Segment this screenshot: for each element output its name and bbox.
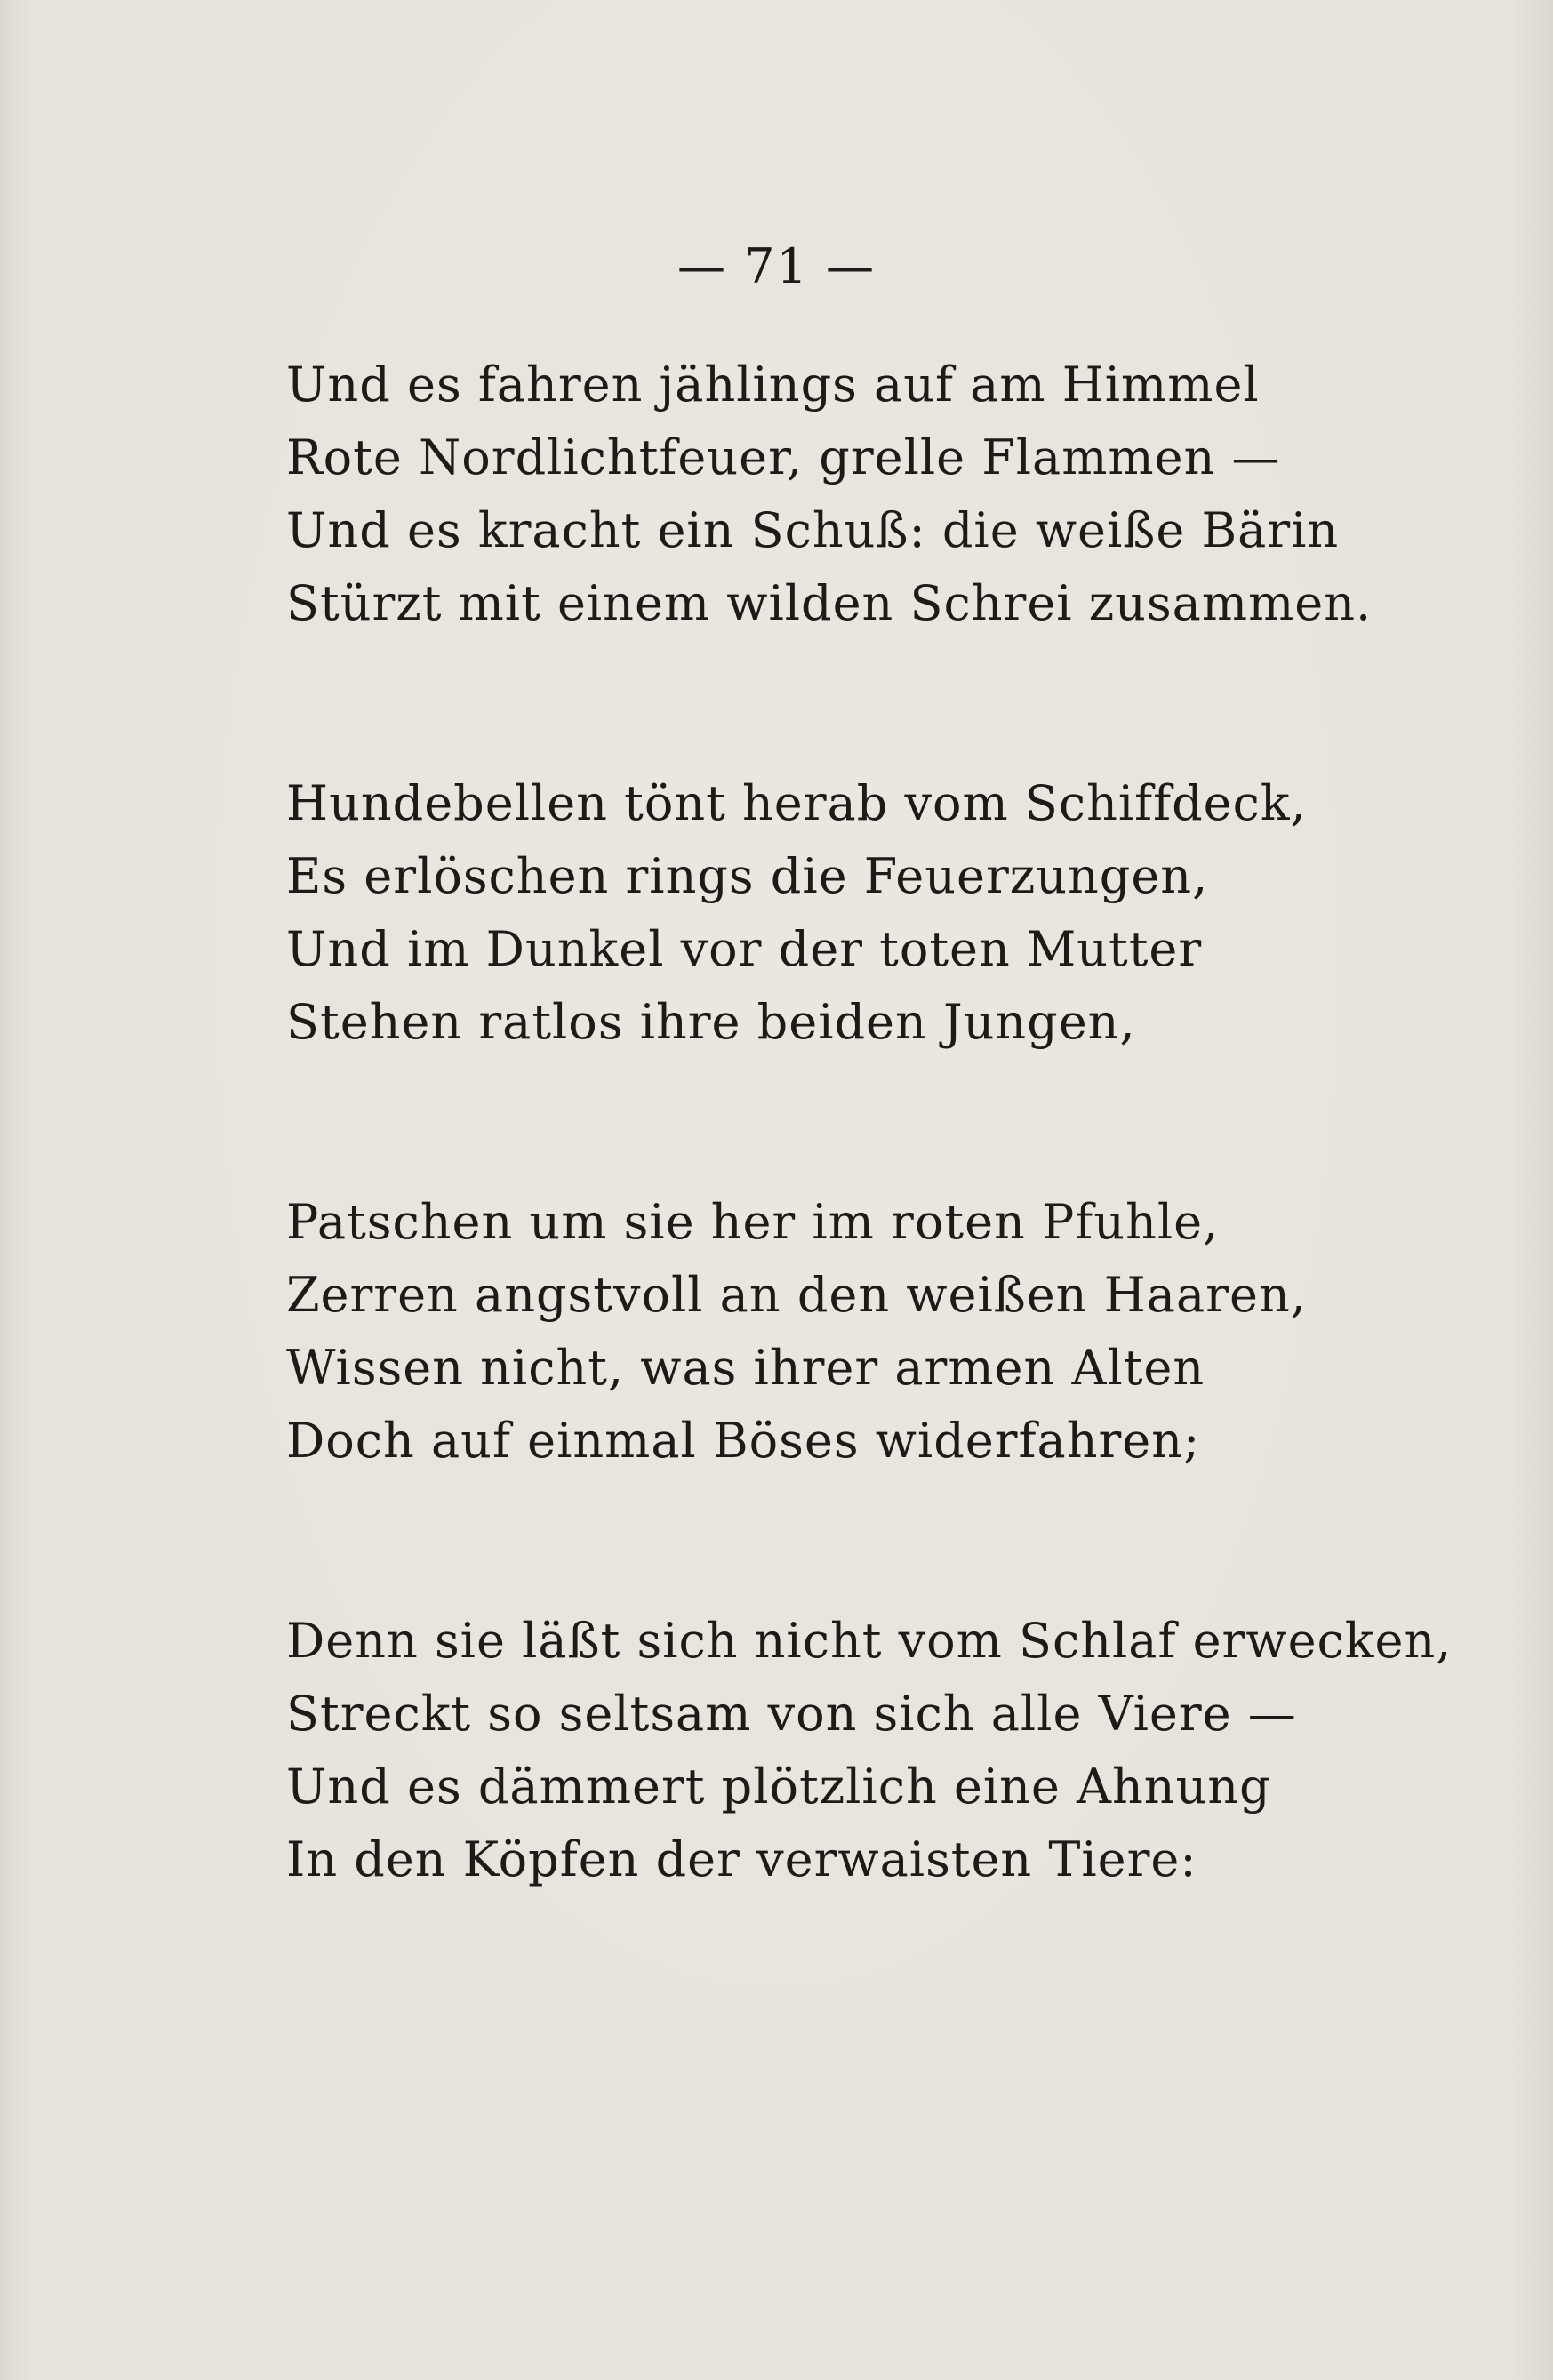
poem-line: Und es fahren jählings auf am Himmel xyxy=(286,357,1260,413)
page-number: — 71 — xyxy=(676,238,877,294)
poem-line: In den Köpfen der verwaisten Tiere: xyxy=(286,1831,1197,1887)
poem-line: Rote Nordlichtfeuer, grelle Flammen — xyxy=(286,429,1281,485)
poem-line: Und im Dunkel vor der toten Mutter xyxy=(286,921,1203,977)
stanza-1 xyxy=(286,349,1373,640)
poem-line: Stürzt mit einem wilden Schrei zusammen. xyxy=(286,575,1373,631)
stanza-4 xyxy=(286,1605,1453,1896)
poem-line: Doch auf einmal Böses widerfahren; xyxy=(286,1413,1201,1469)
poem-line: Hundebellen tönt herab vom Schiffdeck, xyxy=(286,775,1307,831)
poem-line: Denn sie läßt sich nicht vom Schlaf erwecken, xyxy=(286,1613,1453,1669)
stanza-3 xyxy=(286,1186,1307,1478)
poem-line: Wissen nicht, was ihrer armen Alten xyxy=(286,1340,1205,1396)
poem-line: Es erlöschen rings die Feuerzungen, xyxy=(286,848,1209,904)
poem-line: Zerren angstvoll an den weißen Haaren, xyxy=(286,1267,1307,1323)
poem-line: Patschen um sie her im roten Pfuhle, xyxy=(286,1194,1220,1250)
poem-line: Und es dämmert plötzlich eine Ahnung xyxy=(286,1759,1271,1815)
poem-line: Und es kracht ein Schuß: die weiße Bärin xyxy=(286,502,1340,558)
stanza-2 xyxy=(286,767,1307,1059)
poem xyxy=(286,349,1453,2023)
poem-line: Streckt so seltsam von sich alle Viere — xyxy=(286,1686,1297,1742)
poem-line: Stehen ratlos ihre beiden Jungen, xyxy=(286,994,1136,1050)
